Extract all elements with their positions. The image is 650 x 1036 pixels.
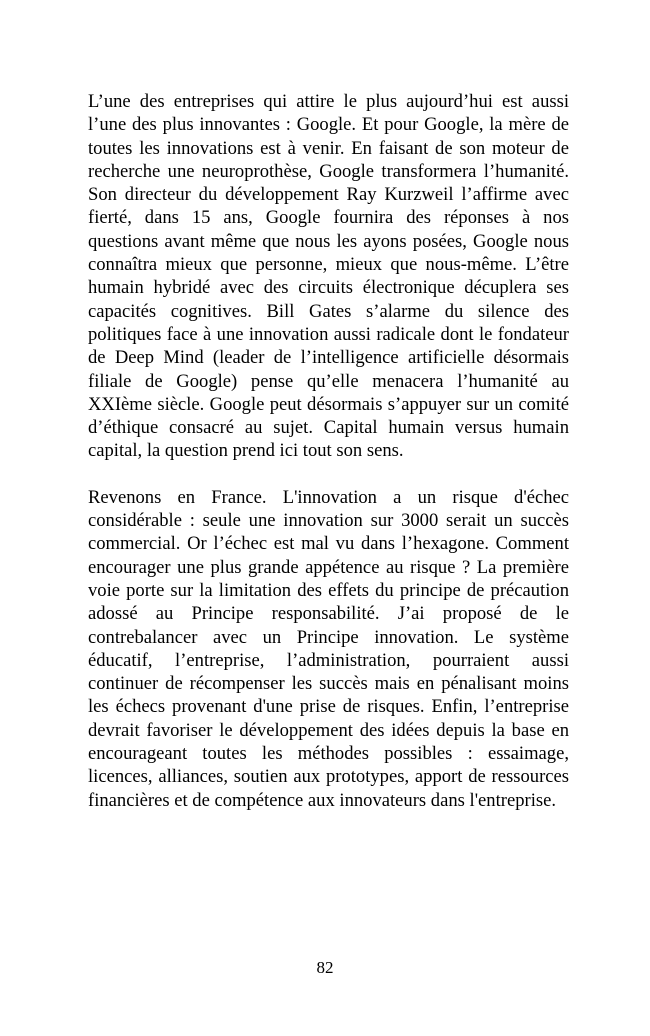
body-text	[88, 90, 569, 812]
page-number: 82	[316, 958, 334, 977]
paragraph-innovation-france: Revenons en France. L'innovation a un risque d'échec considérable : seule une innovation sur 3000 serait un succès commercial. Or l’échec est mal vu dans l’hexagone. Comment encourager une plus grande appétence au risque ? La première voie porte sur la limitation des effets du principe de précaution adossé au Principe responsabilité. J’ai proposé de le contrebalancer avec un Principe innovation. Le système éducatif, l’entreprise, l’administration, pourraient aussi continuer de récompenser les succès mais en pénalisant moins les échecs provenant d'une prise de risques. Enfin, l’entreprise devrait favoriser le développement des idées depuis la base en encourageant toutes les méthodes possibles : essaimage, licences, alliances, soutien aux prototypes, apport de ressources financières et de compétence aux innovateurs dans l'entreprise.	[88, 486, 569, 811]
paragraph-google-innovation: L’une des entreprises qui attire le plus aujourd’hui est aussi l’une des plus innovantes : Google. Et pour Google, la mère de toutes les innovations est à venir. En faisant de son moteur de recherche une neuroprothèse, Google transformera l’humanité. Son directeur du développement Ray Kurzweil l’affirme avec fierté, dans 15 ans, Google fournira des réponses à nos questions avant même que nous les ayons posées, Google nous connaîtra mieux que personne, mieux que nous-même. L’être humain hybridé avec des circuits électronique décuplera ses capacités cognitives. Bill Gates s’alarme du silence des politiques face à une innovation aussi radicale dont le fondateur de Deep Mind (leader de l’intelligence artificielle désormais filiale de Google) pense qu’elle menacera l’humanité au XXIème siècle. Google peut désormais s’appuyer sur un comité d’éthique consacré au sujet. Capital humain versus humain capital, la question prend ici tout son sens.	[88, 91, 569, 462]
